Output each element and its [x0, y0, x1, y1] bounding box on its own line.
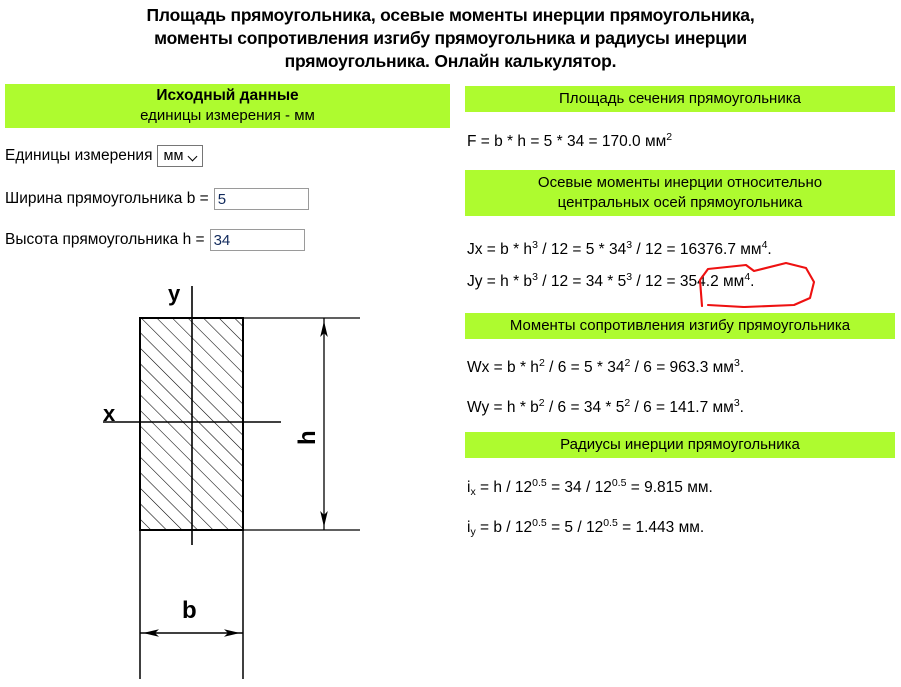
width-label: Ширина прямоугольника b = — [5, 190, 209, 207]
section-header-area-line-1: Площадь сечения прямоугольника — [559, 90, 801, 107]
formula-area: F = b * h = 5 * 34 = 170.0 $мм^2$ — [467, 130, 673, 150]
b-dimension-label: b — [182, 597, 197, 624]
rectangle-section-diagram — [0, 255, 460, 682]
height-label: Высота прямоугольника h = — [5, 231, 205, 248]
height-field-row — [5, 229, 305, 251]
input-data-header-subtitle: единицы измерения - мм — [140, 107, 315, 124]
section-header-inertia — [465, 170, 895, 216]
y-axis-label: y — [168, 281, 181, 306]
units-label: Единицы измерения — [5, 147, 153, 164]
section-header-area — [465, 86, 895, 112]
height-input[interactable] — [210, 229, 305, 251]
page-title-line-3: прямоугольника. Онлайн калькулятор. — [284, 51, 617, 71]
width-field-row — [5, 188, 309, 210]
units-select-value: мм — [163, 148, 184, 164]
section-header-inertia-line-2: центральных осей прямоугольника — [557, 194, 803, 211]
formula-jx: $Jx = b * h^3 / 12 = 5 * 34^3 / 12 = 16376.7$ $мм^4$. — [467, 238, 772, 258]
page-title-line-2: моменты сопротивления изгибу прямоугольника и радиусы инерции — [154, 28, 747, 48]
units-field-row — [5, 145, 203, 167]
page-title-line-1: Площадь прямоугольника, осевые моменты инерции прямоугольника, — [146, 5, 755, 25]
input-data-header-title: Исходный данные — [156, 87, 299, 104]
formula-ix: $i_x = h / 12^{0.5} = 34 / 12^{0.5} = 9.815$ мм. — [467, 476, 713, 498]
section-header-radii-line-1: Радиусы инерции прямоугольника — [560, 436, 800, 453]
width-input[interactable] — [214, 188, 309, 210]
formula-wx: $Wx = b * h^2 / 6 = 5 * 34^2 / 6 = 963.3$ $мм^3$. — [467, 356, 745, 376]
formula-jy: $Jy = h * b^3 / 12 = 34 * 5^3 / 12 = 354.2$ $мм^4$. — [467, 270, 755, 290]
formula-wy: $Wy = h * b^2 / 6 = 34 * 5^2 / 6 = 141.7$ $мм^3$. — [467, 396, 744, 416]
formula-iy: $i_y = b / 12^{0.5} = 5 / 12^{0.5} = 1.443$ мм. — [467, 516, 705, 538]
section-header-modulus — [465, 313, 895, 339]
h-dimension-label: h — [294, 430, 321, 445]
section-header-modulus-line-1: Моменты сопротивления изгибу прямоугольника — [509, 317, 851, 334]
rectangle-diagram-svg — [0, 255, 460, 682]
chevron-down-icon — [189, 152, 198, 161]
section-header-radii — [465, 432, 895, 458]
input-data-header — [5, 84, 450, 128]
page-title — [0, 4, 901, 73]
section-header-inertia-line-1: Осевые моменты инерции относительно — [537, 174, 823, 191]
x-axis-label: x — [103, 401, 116, 426]
units-select[interactable] — [157, 145, 203, 167]
